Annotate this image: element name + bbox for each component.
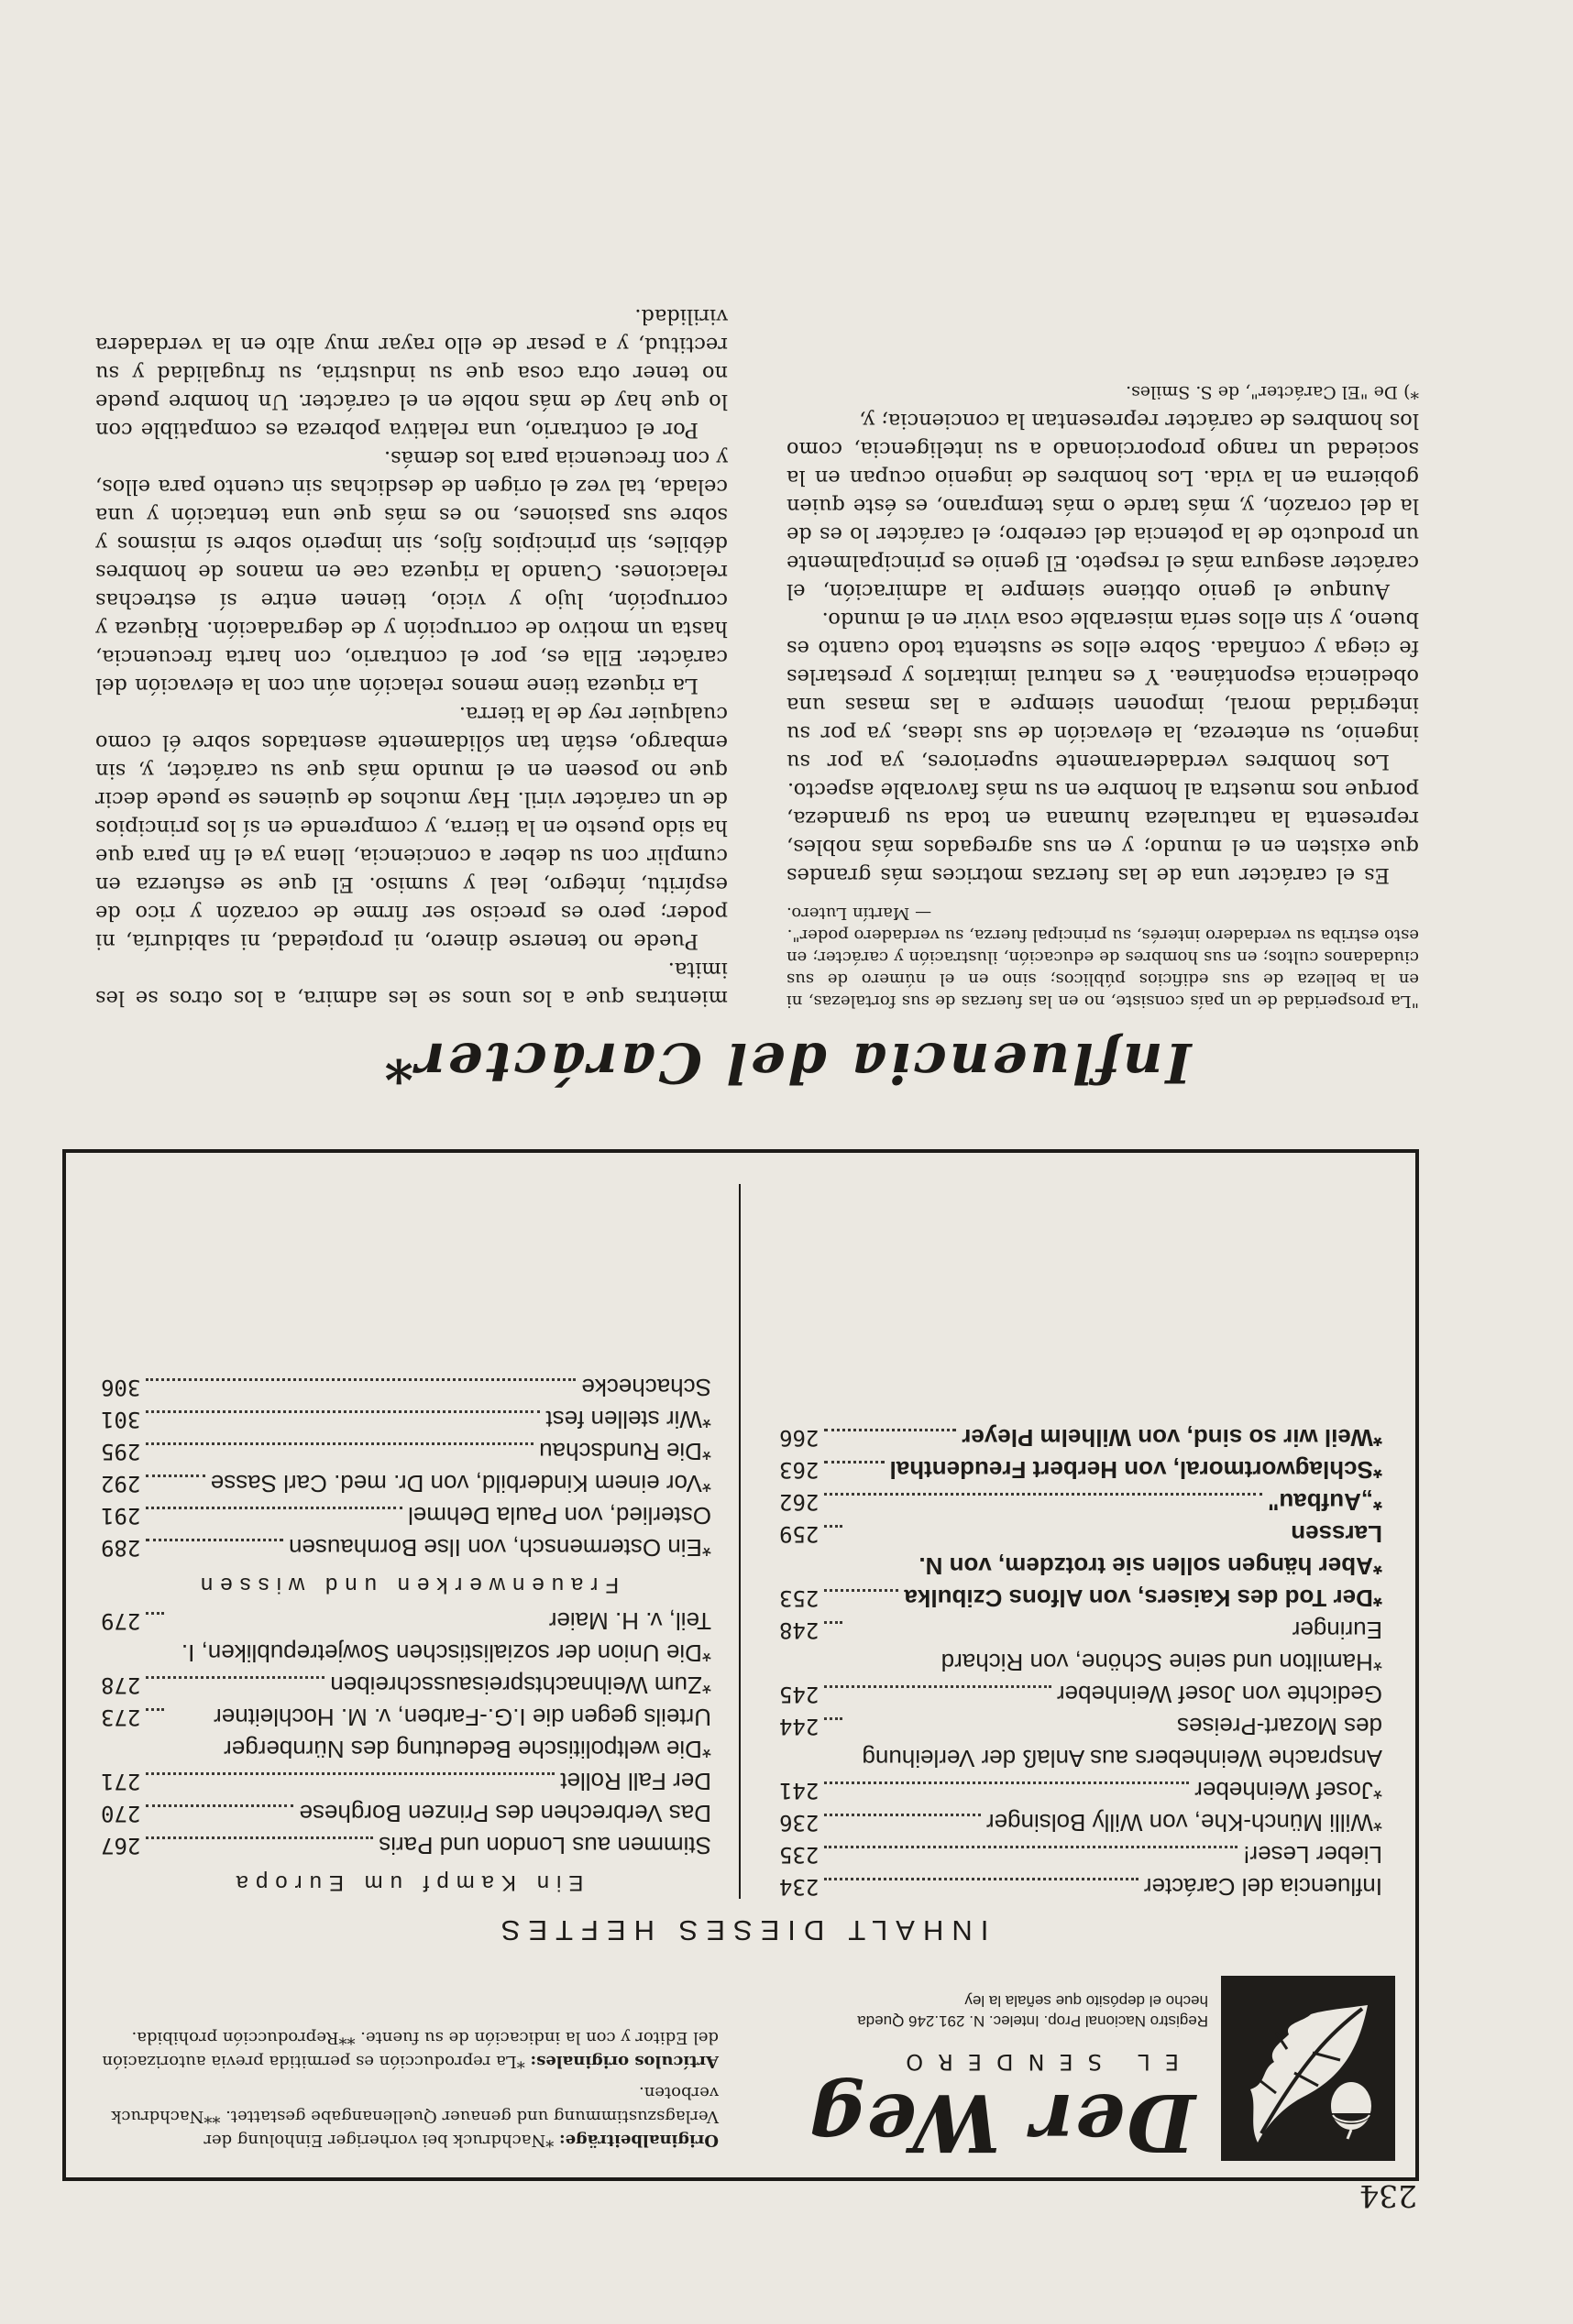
toc-entry-title: *Weil wir so sind, von Wilhelm Pleyer bbox=[962, 1424, 1382, 1452]
toc-entry-page: 245 bbox=[779, 1682, 820, 1707]
toc-entry-title: *Vor einem Kinderbild, von Dr. med. Carl Sasse bbox=[210, 1470, 711, 1497]
toc-entry-title: *„Aufbau" bbox=[1268, 1488, 1382, 1516]
toc-leader-dots bbox=[824, 1589, 898, 1592]
toc-section-heading-2: Frauenwerken und wissen bbox=[192, 1573, 620, 1597]
article-paragraph: Por el contrario, una relativa pobreza es compatible con lo que hay de más noble en el carácter. Un hombre puede no tener otra cosa que su industria, su frugalidad y su rectitud, y a pesar de ello rayar muy alto en la verdadera virilidad. bbox=[95, 304, 728, 442]
toc-entry bbox=[101, 1371, 711, 1403]
toc-entry-title: *Hamilton und seine Schöne, von Richard Euringer bbox=[940, 1617, 1382, 1676]
toc-leader-dots bbox=[146, 1804, 293, 1807]
toc-leader-dots bbox=[824, 1878, 1138, 1880]
toc-entry bbox=[779, 1806, 1382, 1838]
article-paragraph: La riqueza tiene menos relación aún con la elevación del carácter. Ella es, por el contrario, con harta frecuencia, hasta un motivo de corrupción y de degradación. Riqueza y corrupción, lujo y vicio, tienen entre sí estrechas relaciones. Cuando la riqueza cae en manos de hombres débiles, sin principios fijos, sin imperio sobre sí mismos y sobre sus pasiones, no es más que una tentación y una celada, tal vez el origen de desdichas sin cuento para ellos, y con frecuencia para los demás. bbox=[95, 446, 728, 697]
reprint-rights bbox=[86, 2018, 719, 2152]
toc-leader-dots bbox=[146, 1676, 324, 1679]
toc-entry bbox=[101, 1829, 711, 1861]
toc-entry-page: 266 bbox=[779, 1425, 820, 1451]
toc-entry-page: 295 bbox=[101, 1439, 141, 1464]
article-paragraph: Es el carácter una de las fuerzas motrices más grandes que existen en el mundo; y en sus agregados más nobles, representa la naturaleza humana en toda su grandeza, porque nos muestra al hombre en su más favorable aspecto. bbox=[786, 778, 1419, 887]
toc-entry-title: *Der Tod des Kaisers, von Alfons Czibulka bbox=[904, 1584, 1382, 1612]
toc-left-column bbox=[779, 1421, 1382, 1902]
toc-leader-dots bbox=[824, 1846, 1238, 1848]
toc-entry bbox=[779, 1614, 1382, 1678]
rights-de-label: Originalbeiträge: bbox=[558, 2131, 719, 2150]
footnote: *) De "El Carácter", de S. Smiles. bbox=[1126, 382, 1419, 402]
toc-entry-page: 263 bbox=[779, 1457, 820, 1483]
toc-entry bbox=[779, 1518, 1382, 1582]
article-left-column bbox=[786, 378, 1419, 1012]
toc-leader-dots bbox=[146, 1836, 373, 1839]
toc-entry bbox=[779, 1453, 1382, 1485]
toc-entry-title: Der Fall Rollet bbox=[560, 1768, 711, 1795]
toc-entry-title: Lieber Leser! bbox=[1243, 1841, 1382, 1869]
brand-subtitle: EL SENDERO bbox=[891, 2049, 1179, 2075]
page-number: 234 bbox=[1359, 2178, 1417, 2214]
toc-entry-page: 244 bbox=[779, 1714, 820, 1739]
toc-entry bbox=[101, 1605, 711, 1669]
article-right-column bbox=[95, 301, 728, 1012]
toc-entry bbox=[101, 1701, 711, 1765]
toc-entry-title: Ansprache Weinhebers aus Anlaß der Verleihung des Mozart-Preises bbox=[862, 1713, 1382, 1772]
toc-entry-title: *Die weltpolitische Bedeutung des Nürnberger Urteils gegen die I.G.-Farben, v. M. Hochleitner bbox=[214, 1704, 711, 1763]
oak-leaf-acorn-icon bbox=[1221, 1976, 1395, 2161]
toc-leader-dots bbox=[824, 1814, 981, 1816]
toc-entry-title: *Zum Weihnachtspreisausschreiben bbox=[330, 1672, 711, 1699]
toc-entry-page: 241 bbox=[779, 1778, 820, 1803]
toc-entry-page: 259 bbox=[779, 1521, 820, 1547]
toc-entry-title: Osterlied, von Paula Dehmel bbox=[408, 1502, 711, 1529]
toc-entry bbox=[101, 1435, 711, 1467]
toc-entry-title: Gedichte von Josef Weinheber bbox=[1056, 1681, 1382, 1708]
toc-leader-dots bbox=[146, 1378, 576, 1381]
toc-entry bbox=[779, 1421, 1382, 1453]
toc-entry bbox=[101, 1531, 711, 1563]
toc-entry-page: 278 bbox=[101, 1672, 141, 1698]
masthead bbox=[66, 1957, 1415, 2177]
toc-entry bbox=[779, 1582, 1382, 1614]
toc-entry-page: 292 bbox=[101, 1471, 141, 1496]
toc-entry-title: *Schlagwortmoral, von Herbert Freudenthal bbox=[889, 1456, 1382, 1484]
toc-divider bbox=[739, 1184, 741, 1899]
toc-entry-title: *Aber hängen sollen sie trotzdem, von N. Larssen bbox=[918, 1520, 1382, 1580]
toc-entry-title: Das Verbrechen des Prinzen Borghese bbox=[299, 1800, 711, 1827]
toc-right-list bbox=[101, 1605, 711, 1861]
toc-entry bbox=[779, 1710, 1382, 1774]
toc-entry-page: 270 bbox=[101, 1801, 141, 1826]
toc-section-heading: Ein Kampf um Europa bbox=[228, 1870, 584, 1895]
toc-entry-page: 306 bbox=[101, 1375, 141, 1400]
right-paragraphs bbox=[95, 301, 728, 1012]
toc-entry-page: 289 bbox=[101, 1535, 141, 1561]
rights-es-label: Artículos originales: bbox=[530, 2052, 719, 2071]
toc-entry-page: 271 bbox=[101, 1769, 141, 1794]
toc-entry bbox=[779, 1838, 1382, 1870]
toc-entry-page: 301 bbox=[101, 1407, 141, 1432]
toc-leader-dots bbox=[824, 1461, 884, 1463]
toc-right-column bbox=[101, 1371, 711, 1902]
article-paragraph: Puede no tenerse dinero, ni propiedad, ni sabiduría, ni poder; pero es preciso ser firme de corazón y rico de espíritu, íntegro, leal y sumiso. El que se esfuerza en cumplir con su deber a conciencia, llena ya el fin para que ha sido puesto en la tierra, y comprende en sí los principios de un carácter viril. Hay muchos de quienes se puede decir que no poseen en el mundo más que su carácter, y, sin embargo, están tan sólidamente asentados sobre él como cualquier rey de la tierra. bbox=[95, 702, 728, 953]
toc-entry-page: 235 bbox=[779, 1842, 820, 1868]
article-title: Influencia del Carácter* bbox=[381, 1030, 1192, 1094]
toc-entry-page: 279 bbox=[101, 1608, 141, 1634]
toc-entry bbox=[101, 1669, 711, 1701]
toc-entry bbox=[101, 1403, 711, 1435]
rights-de-text: *Nachdruck bei vorheriger Einholung der Verlagszustimmung und genauer Quellenangabe gestattet. **Nachdruck verboten. bbox=[111, 2083, 719, 2150]
toc-leader-dots bbox=[146, 1708, 164, 1711]
toc-entry-page: 273 bbox=[101, 1705, 141, 1730]
toc-leader-dots bbox=[824, 1717, 842, 1720]
toc-entry-title: *Willi Münch-Khe, von Willy Bolsinger bbox=[985, 1809, 1382, 1836]
toc-right-list-2 bbox=[101, 1371, 711, 1563]
toc-entry-page: 262 bbox=[779, 1489, 820, 1515]
brand-wordmark: Der Weg bbox=[808, 2076, 1195, 2168]
toc-entry-page: 267 bbox=[101, 1833, 141, 1858]
toc-leader-dots bbox=[146, 1507, 402, 1509]
toc-leader-dots bbox=[146, 1442, 534, 1445]
toc-leader-dots bbox=[146, 1539, 283, 1541]
toc-entry bbox=[101, 1797, 711, 1829]
rights-es-text: *La reproducción es permitida previa autorización del Editor y con la indicación de su fuente. **Reproducción prohibida. bbox=[102, 2028, 719, 2071]
toc-title: INHALT DIESES HEFTES bbox=[492, 1914, 989, 1946]
toc-leader-dots bbox=[824, 1685, 1051, 1688]
toc-entry bbox=[779, 1678, 1382, 1710]
article-paragraph: mientras que a los unos se les admira, a los otros se les imita. bbox=[95, 958, 728, 1010]
toc-entry-page: 248 bbox=[779, 1617, 820, 1643]
toc-entry-page: 234 bbox=[779, 1874, 820, 1900]
toc-entry bbox=[101, 1467, 711, 1499]
toc-leader-dots bbox=[146, 1474, 204, 1477]
toc-entry bbox=[101, 1765, 711, 1797]
toc-leader-dots bbox=[824, 1781, 1189, 1784]
article-paragraph: Los hombres verdaderamente superiores, ya por su ingenio, su entereza, la elevación de sus ideas, ya por su integridad moral, imponen siempre a las masas una obediencia espontánea. Y es natural imitarlos y prestarles fe ciega y confiada. Sobre ellos se sustenta todo cuanto es bueno, y sin ellos sería miserable cosa vivir en el mundo. bbox=[786, 608, 1419, 773]
toc-entry bbox=[101, 1499, 711, 1531]
toc-entry-page: 291 bbox=[101, 1503, 141, 1529]
toc-entry-title: Schachecke bbox=[581, 1374, 711, 1401]
epigraph-author: — Martín Lutero. bbox=[786, 904, 932, 923]
toc-entry-title: Influencia del Carácter bbox=[1143, 1873, 1382, 1901]
toc-entry-title: Stimmen aus London und Paris bbox=[379, 1832, 711, 1859]
toc-leader-dots bbox=[824, 1525, 842, 1528]
toc-entry-title: *Ein Ostermensch, von Ilse Bornhausen bbox=[288, 1534, 711, 1562]
epigraph bbox=[786, 902, 1419, 1012]
toc-entry-title: *Die Union der sozialistischen Sowjetrepubliken, I. Teil, v. H. Maier bbox=[181, 1607, 711, 1667]
toc-entry-title: *Josef Weinheber bbox=[1194, 1777, 1382, 1804]
toc-leader-dots bbox=[824, 1621, 842, 1624]
toc-leader-dots bbox=[824, 1493, 1262, 1496]
article-paragraph: Aunque el genio obtiene siempre la admiración, el carácter asegura más el respeto. El genio es principalmente un producto de la potencia del cerebro; el carácter lo es de la del corazón, y, más tarde o más temprano, es éste quien gobierna en la vida. Los hombres de ingenio ocupan en la sociedad un rango proporcionado a su inteligencia, como los hombres de carácter representan la conciencia; y, bbox=[786, 409, 1419, 603]
toc-leader-dots bbox=[824, 1429, 956, 1431]
toc-entry bbox=[779, 1774, 1382, 1806]
toc-entry-page: 236 bbox=[779, 1810, 820, 1836]
toc-entry-page: 253 bbox=[779, 1585, 820, 1611]
registration-note: Registro Nacional Prop. Intelec. N. 291.246 Queda hecho el depósito que señala la ley bbox=[857, 1992, 1208, 2030]
toc-leader-dots bbox=[146, 1410, 540, 1413]
left-paragraphs bbox=[786, 406, 1419, 889]
toc-entry-title: *Die Rundschau bbox=[539, 1438, 711, 1465]
contents-box bbox=[62, 1149, 1419, 2181]
toc-entry bbox=[779, 1485, 1382, 1518]
epigraph-text: "La prosperidad de un país consiste, no en las fuerzas de sus fortalezas, ni en la belleza de sus edificios públicos; sino en el número de sus ciudadanos cultos; en sus hombres de educación, ilustración y carácter; en esto estriba su verdadero interés, su principal fuerza, su verdadero poder". bbox=[786, 926, 1419, 1011]
toc-entry-title: *Wir stellen fest bbox=[545, 1406, 711, 1433]
toc-leader-dots bbox=[146, 1612, 164, 1615]
toc-leader-dots bbox=[146, 1772, 555, 1775]
toc-entry bbox=[779, 1870, 1382, 1902]
